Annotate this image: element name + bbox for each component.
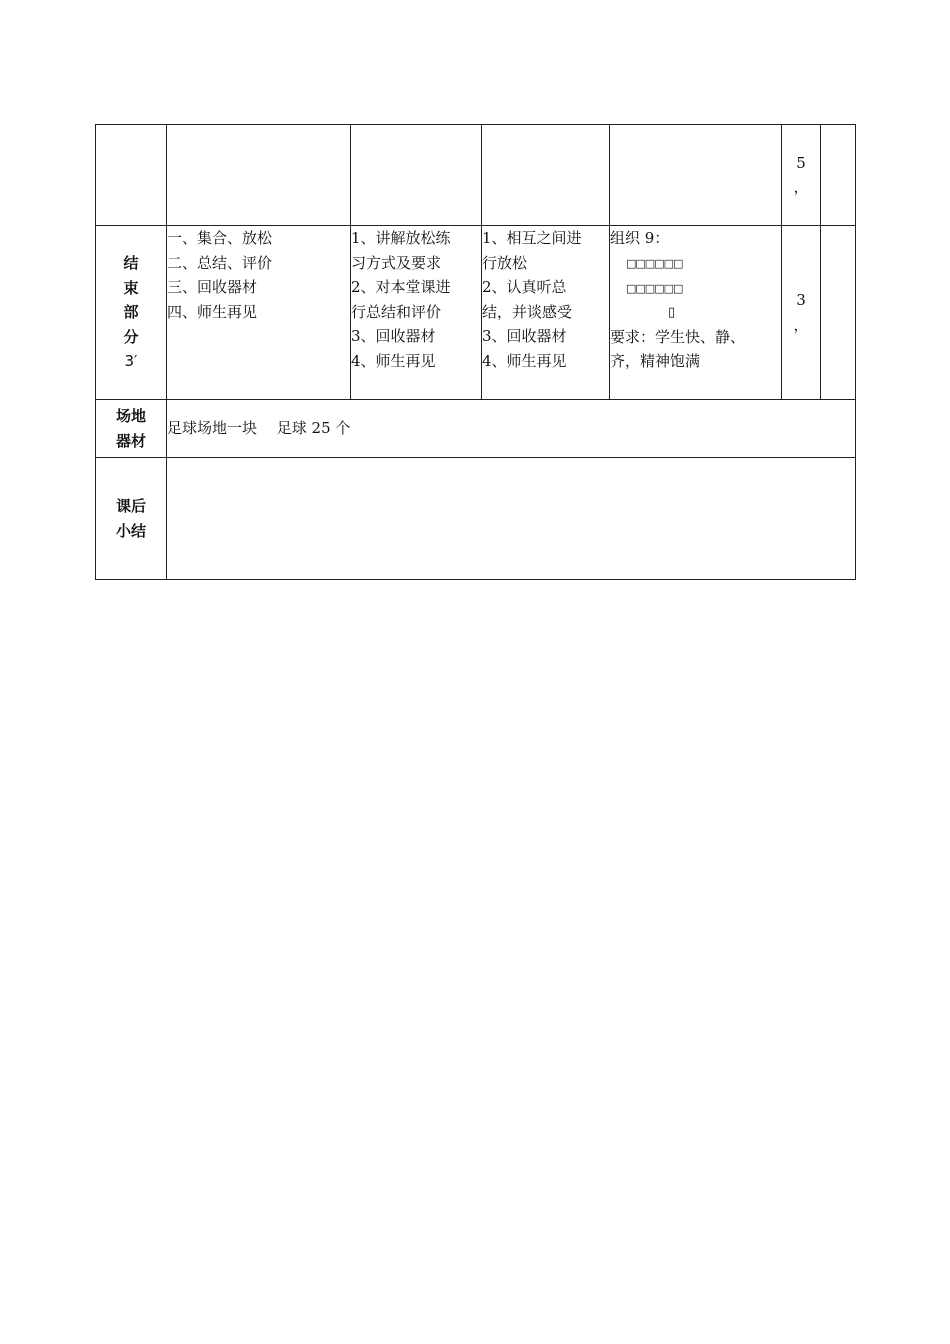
summary-label-cell: [96, 458, 167, 580]
organization-cell: [610, 226, 782, 400]
teacher-line: 4、师生再见: [351, 351, 436, 370]
student-line: 4、师生再见: [482, 351, 567, 370]
organization-label: 组织 9：: [610, 229, 670, 247]
requirement-line: 齐，精神饱满: [610, 352, 701, 370]
section-title-char: 结: [123, 254, 139, 273]
teacher-line: 2、对本堂课进: [351, 278, 451, 296]
teacher-line: 3、回收器材: [351, 327, 436, 345]
content-line: 一、集合、放松: [167, 229, 273, 247]
summary-label-line: 小结: [115, 521, 146, 540]
teacher-position-icon: ▯: [668, 304, 676, 320]
lesson-plan-table: [95, 124, 856, 580]
teacher-activity-cell: [351, 125, 482, 226]
section-duration: 3′: [124, 352, 138, 371]
summary-label-line: 课后: [115, 497, 146, 515]
student-line: 结，并谈感受: [482, 302, 573, 321]
section-label-cell: [96, 125, 167, 226]
time-value: 3: [796, 291, 806, 309]
extra-cell: [821, 125, 856, 226]
teacher-line: 1、讲解放松练: [351, 229, 451, 247]
time-value: 5: [796, 153, 806, 172]
content-cell: [167, 125, 351, 226]
teacher-line: 行总结和评价: [351, 302, 442, 321]
formation-row: □□□□□□: [626, 281, 683, 295]
section-label-cell: [96, 226, 167, 400]
student-line: 2、认真听总: [482, 278, 567, 296]
student-activity-cell: [482, 226, 610, 400]
requirement-line: 要求：学生快、静、: [610, 327, 746, 346]
content-line: 二、总结、评价: [167, 253, 273, 272]
table-row-continued: [96, 125, 856, 226]
content-line: 三、回收器材: [167, 278, 258, 296]
section-title-char: 部: [123, 303, 139, 322]
student-line: 行放松: [482, 253, 528, 272]
time-cell: [782, 125, 821, 226]
section-title-char: 分: [123, 327, 139, 346]
time-unit: ，: [793, 178, 809, 196]
venue-content-cell: [167, 400, 856, 458]
time-unit: ，: [793, 315, 809, 334]
venue-label-cell: [96, 400, 167, 458]
extra-cell: [821, 226, 856, 400]
venue-label-line: 器材: [115, 431, 146, 450]
table-row-end-section: [96, 226, 856, 400]
content-line: 四、师生再见: [167, 302, 258, 321]
time-cell: [782, 226, 821, 400]
table-row-summary: [96, 458, 856, 580]
organization-cell: [610, 125, 782, 226]
summary-content-cell: [167, 458, 856, 580]
formation-row: □□□□□□: [626, 256, 683, 270]
teacher-activity-cell: [351, 226, 482, 400]
teacher-line: 习方式及要求: [351, 253, 442, 272]
venue-text: 足球场地一块 足球 25 个: [167, 419, 351, 438]
content-cell: [167, 226, 351, 400]
student-activity-cell: [482, 125, 610, 226]
student-line: 3、回收器材: [482, 327, 567, 345]
venue-label-line: 场地: [115, 407, 146, 425]
table-row-venue: [96, 400, 856, 458]
student-line: 1、相互之间进: [482, 229, 582, 247]
section-title-char: 束: [123, 278, 139, 297]
